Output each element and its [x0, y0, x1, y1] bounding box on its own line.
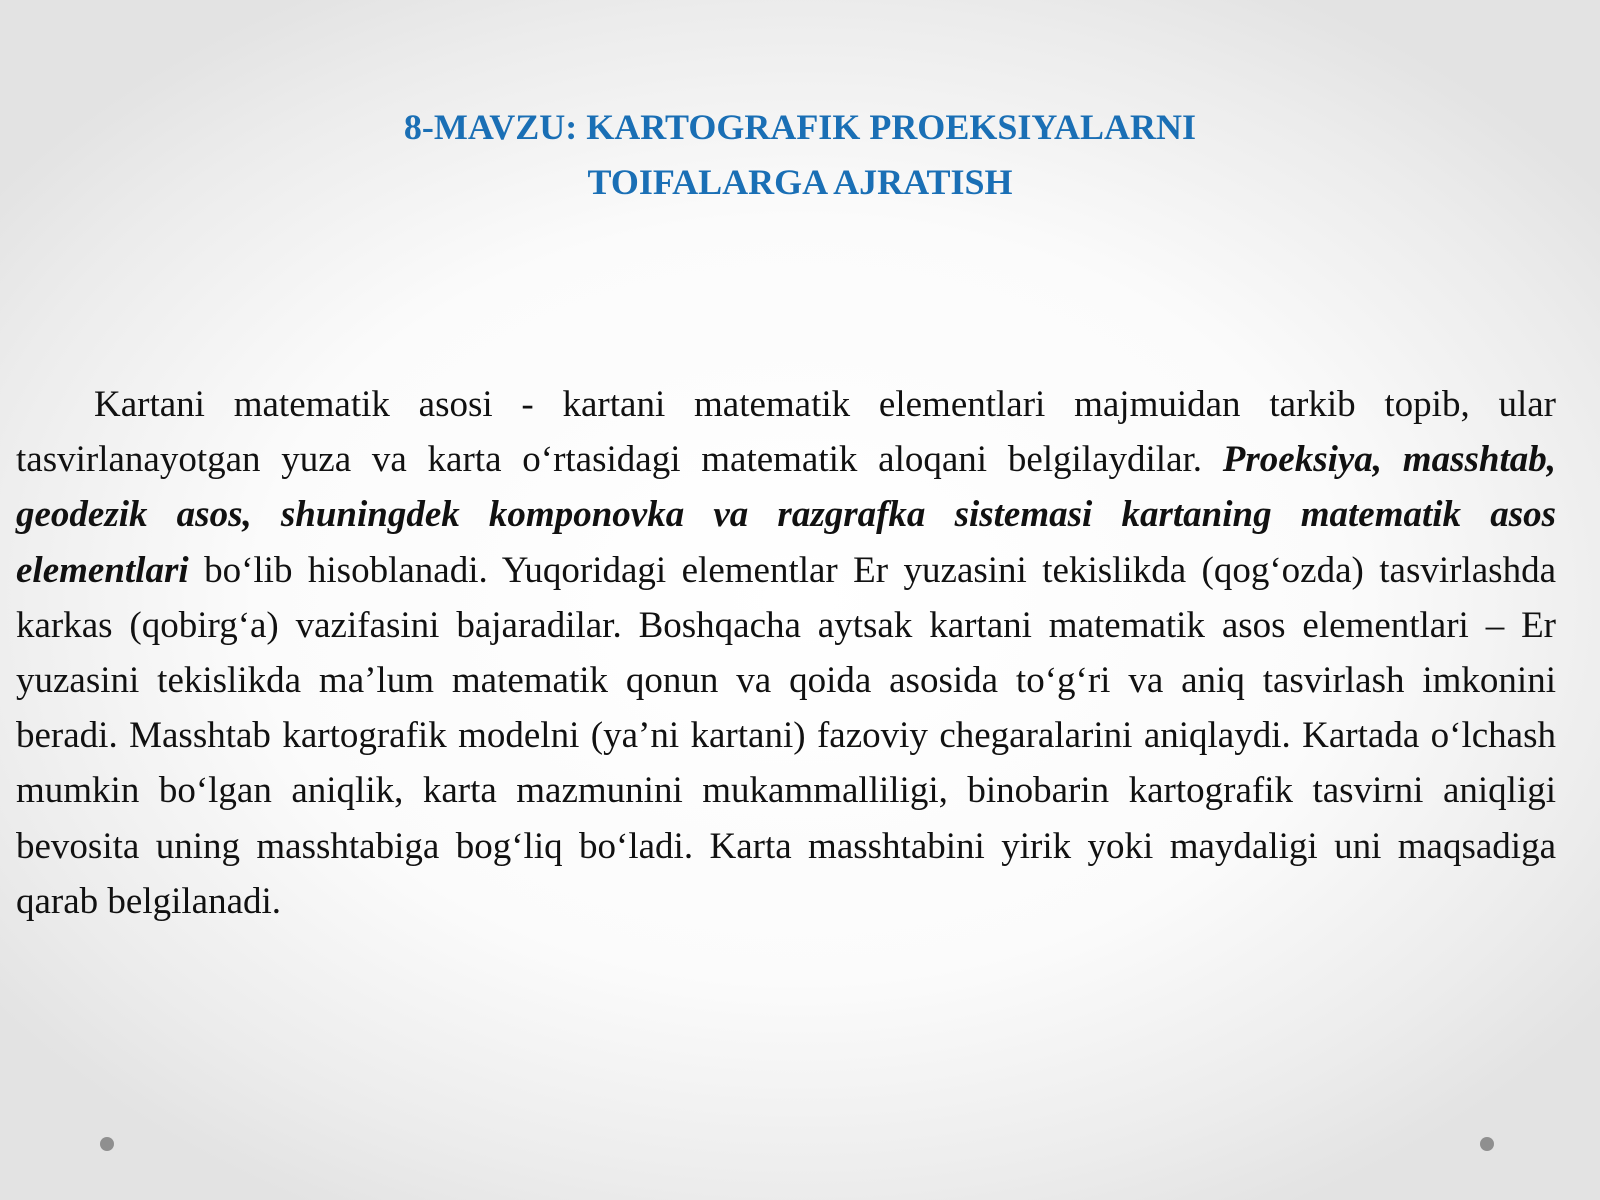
- slide-title-line-2: TOIFALARGA AJRATISH: [587, 162, 1013, 202]
- slide-body-paragraph: [16, 377, 1556, 929]
- decorative-dot-right: [1480, 1137, 1494, 1151]
- body-text-intro: Kartani matematik asosi - kartani matematik elementlari majmuidan tarkib topib, ular tasvirlanayotgan yuza va karta oʻrtasidagi matematik aloqani belgilaydilar.: [16, 384, 1556, 481]
- body-text-rest: boʻlib hisoblanadi. Yuqoridagi elementlar Er yuzasini tekislikda (qogʻozda) tasvirlashda karkas (qobirgʻa) vazifasini bajaradilar. Boshqacha aytsak kartani matematik asos elementlari – Er yuzasini tekislikda ma’lum matematik qonun va qoida asosida toʻgʻri va aniq tasvirlash imkonini beradi. Masshtab kartografik modelni (ya’ni kartani) fazoviy chegaralarini aniqlaydi. Kartada oʻlchash mumkin boʻlgan aniqlik, karta mazmunini mukammalliligi, binobarin kartografik tasvirni aniqligi bevosita uning masshtabiga bogʻliq boʻladi. Karta masshtabini yirik yoki maydaligi uni maqsadiga qarab belgilanadi.: [16, 549, 1556, 922]
- slide-title: [0, 100, 1600, 210]
- slide-title-line-1: 8-MAVZU: KARTOGRAFIK PROEKSIYALARNI: [403, 107, 1197, 147]
- body-text-emphasis: Proeksiya, masshtab, geodezik asos, shuningdek komponovka va razgrafka sistemasi kartaning matematik asos elementlari: [16, 439, 1556, 591]
- decorative-dot-left: [100, 1137, 114, 1151]
